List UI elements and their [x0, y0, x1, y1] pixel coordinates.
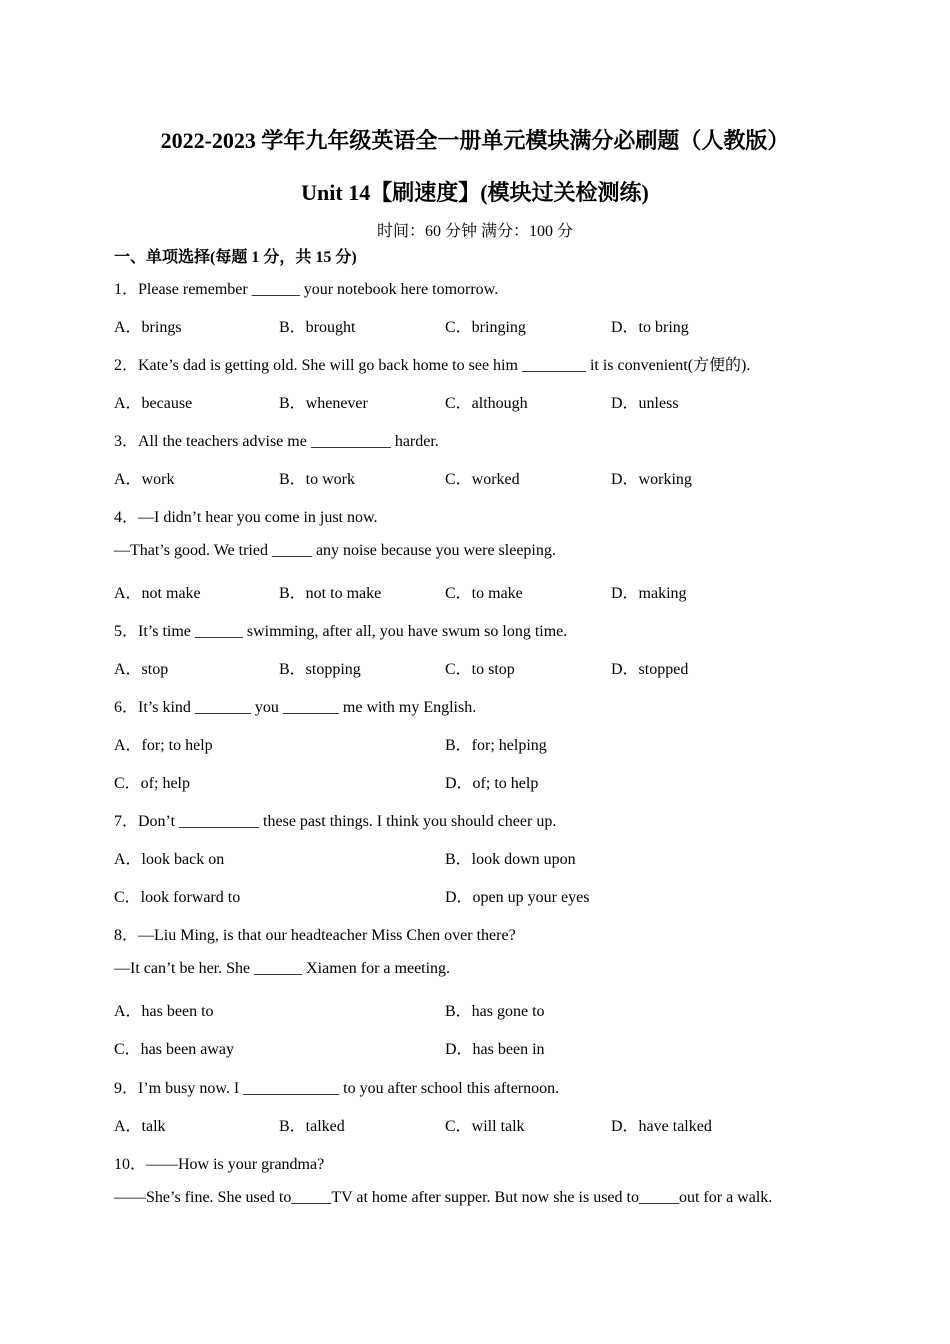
option-a: A．for; to help: [114, 737, 213, 754]
option-b: B．look down upon: [445, 851, 576, 868]
question-stem: 2．Kate’s dad is getting old. She will go back home to see him ________ it is convenient(方便的).: [114, 357, 751, 374]
option-d: D．has been in: [445, 1041, 545, 1058]
page-subtitle: Unit 14【刷速度】(模块过关检测练): [301, 180, 649, 205]
option-a: A．look back on: [114, 851, 225, 868]
option-c: C．worked: [445, 471, 520, 488]
option-c: C．to make: [445, 585, 523, 602]
exam-time-score: 时间：60 分钟 满分：100 分: [376, 223, 573, 240]
option-a: A．stop: [114, 661, 169, 678]
option-a: A．brings: [114, 319, 182, 336]
option-c: C．will talk: [445, 1118, 525, 1135]
page-title: 2022-2023 学年九年级英语全一册单元模块满分必刷题（人教版）: [160, 128, 790, 153]
option-a: A．talk: [114, 1118, 166, 1135]
question-stem: 9．I’m busy now. I ____________ to you after school this afternoon.: [114, 1080, 560, 1097]
question-stem: 1．Please remember ______ your notebook here tomorrow.: [114, 281, 499, 298]
option-a: A．because: [114, 395, 193, 412]
question-stem-continued: —That’s good. We tried _____ any noise because you were sleeping.: [114, 542, 556, 559]
option-d: D．working: [611, 471, 692, 488]
option-c: C．of; help: [114, 775, 190, 792]
option-b: B．whenever: [279, 395, 368, 412]
option-b: B．for; helping: [445, 737, 547, 754]
option-c: C．to stop: [445, 661, 515, 678]
question-stem-continued: ——She’s fine. She used to_____TV at home after supper. But now she is used to_____out for a walk.: [114, 1189, 773, 1206]
option-b: B．not to make: [279, 585, 382, 602]
option-d: D．of; to help: [445, 775, 539, 792]
option-a: A．not make: [114, 585, 201, 602]
question-stem-continued: —It can’t be her. She ______ Xiamen for a meeting.: [114, 960, 451, 977]
option-a: A．has been to: [114, 1003, 214, 1020]
option-d: D．to bring: [611, 319, 689, 336]
option-c: C．has been away: [114, 1041, 234, 1058]
question-stem: 4．—I didn’t hear you come in just now.: [114, 509, 378, 526]
question-stem: 6．It’s kind _______ you _______ me with my English.: [114, 699, 477, 716]
question-stem: 5．It’s time ______ swimming, after all, you have swum so long time.: [114, 623, 568, 640]
option-b: B．brought: [279, 319, 356, 336]
question-stem: 3．All the teachers advise me __________ harder.: [114, 433, 439, 450]
option-c: C．although: [445, 395, 528, 412]
option-d: D．unless: [611, 395, 679, 412]
section-heading: 一、单项选择(每题 1 分，共 15 分): [114, 249, 357, 266]
option-b: B．talked: [279, 1118, 345, 1135]
question-stem: 7．Don’t __________ these past things. I think you should cheer up.: [114, 813, 557, 830]
question-stem: 10．——How is your grandma?: [114, 1156, 325, 1173]
option-d: D．open up your eyes: [445, 889, 590, 906]
option-d: D．stopped: [611, 661, 689, 678]
option-b: B．has gone to: [445, 1003, 545, 1020]
option-c: C．look forward to: [114, 889, 241, 906]
question-stem: 8．—Liu Ming, is that our headteacher Miss Chen over there?: [114, 927, 516, 944]
option-b: B．to work: [279, 471, 356, 488]
option-b: B．stopping: [279, 661, 361, 678]
option-d: D．making: [611, 585, 687, 602]
option-c: C．bringing: [445, 319, 526, 336]
option-d: D．have talked: [611, 1118, 712, 1135]
option-a: A．work: [114, 471, 175, 488]
